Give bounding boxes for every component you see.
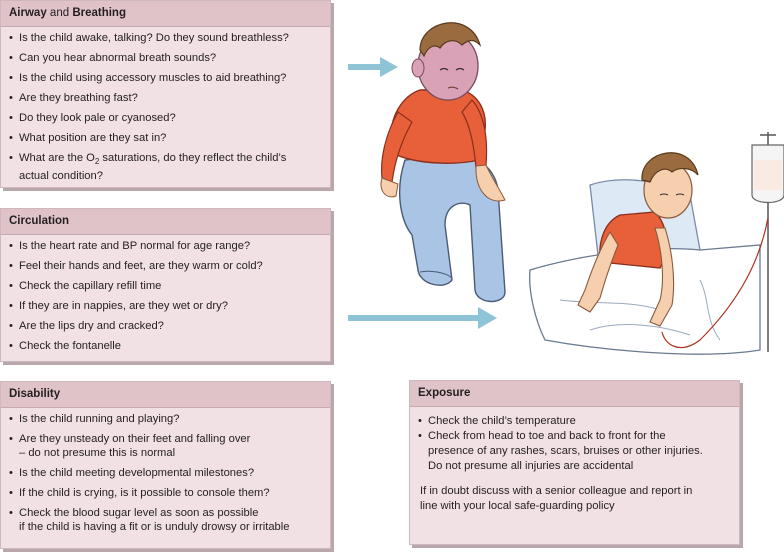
list-item: • Are they breathing fast? bbox=[9, 91, 322, 105]
item-line: • Check from head to toe and back to front for the bbox=[428, 430, 666, 442]
item-line-2: – do not presume this is normal bbox=[19, 447, 176, 459]
sat-prefix: What are the O bbox=[19, 152, 95, 164]
list-item: • Do they look pale or cyanosed? bbox=[9, 111, 322, 125]
item-line: Check the blood sugar level as soon as possible bbox=[19, 507, 259, 519]
item-line: If the child is crying, is it possible to console them? bbox=[19, 487, 270, 499]
exposure-box bbox=[409, 380, 740, 545]
item-line: Check the child’s temperature bbox=[428, 415, 576, 427]
circulation-title: Circulation bbox=[1, 209, 330, 235]
sat-subscript: 2 bbox=[94, 157, 100, 167]
list-item bbox=[9, 466, 322, 480]
list-item bbox=[9, 432, 322, 460]
list-item bbox=[9, 506, 322, 534]
list-item: • Is the child using accessory muscles to aid breathing? bbox=[9, 71, 322, 85]
title-and: and bbox=[49, 7, 70, 19]
disability-list bbox=[1, 408, 330, 534]
list-item: • Is the child awake, talking? Do they sound breathless? bbox=[9, 31, 322, 45]
list-item: • Feel their hands and feet, are they warm or cold? bbox=[9, 259, 322, 273]
circulation-list bbox=[1, 235, 330, 353]
airway-breathing-box bbox=[0, 0, 331, 188]
item-line-2: if the child is having a fit or is unduly drowsy or irritable bbox=[19, 521, 290, 533]
list-item-saturation bbox=[9, 151, 322, 183]
item-line: Are they unsteady on their feet and falling over bbox=[19, 433, 251, 445]
child-sitting-illustration bbox=[381, 23, 505, 302]
arrow-right-icon bbox=[348, 307, 497, 329]
disability-box bbox=[0, 381, 331, 549]
disability-title: Disability bbox=[1, 382, 330, 408]
item-line: Is the child running and playing? bbox=[19, 413, 180, 425]
list-item: • What position are they sat in? bbox=[9, 131, 322, 145]
child-in-bed-illustration bbox=[530, 153, 760, 354]
item-line: presence of any rashes, scars, bruises or other injuries. bbox=[428, 445, 703, 457]
title-breathing: Breathing bbox=[72, 7, 126, 19]
airway-breathing-title bbox=[1, 1, 330, 27]
item-line: Do not presume all injuries are accidental bbox=[428, 460, 634, 472]
list-item bbox=[9, 486, 322, 500]
item-line: Is the child meeting developmental milestones? bbox=[19, 467, 255, 479]
list-item bbox=[418, 429, 731, 474]
list-item: • If they are in nappies, are they wet or dry? bbox=[9, 299, 322, 313]
title-airway: Airway bbox=[9, 7, 47, 19]
note-line: If in doubt discuss with a senior colleague and report in bbox=[420, 485, 693, 497]
airway-list bbox=[1, 27, 330, 183]
note-line: line with your local safe-guarding policy bbox=[420, 500, 615, 512]
list-item: • Check the fontanelle bbox=[9, 339, 322, 353]
exposure-list bbox=[410, 407, 739, 474]
sat-continuation: actual condition? bbox=[19, 170, 103, 183]
arrow-right-icon bbox=[348, 57, 398, 77]
exposure-note bbox=[410, 480, 739, 514]
list-item: • Can you hear abnormal breath sounds? bbox=[9, 51, 322, 65]
list-item: • Is the heart rate and BP normal for age range? bbox=[9, 239, 322, 253]
sat-suffix: saturations, do they reflect the child’s bbox=[99, 152, 287, 164]
list-item bbox=[418, 414, 731, 428]
list-item bbox=[9, 412, 322, 426]
list-item: • Are the lips dry and cracked? bbox=[9, 319, 322, 333]
list-item: • Check the capillary refill time bbox=[9, 279, 322, 293]
circulation-box bbox=[0, 208, 331, 362]
exposure-title: Exposure bbox=[410, 381, 739, 407]
